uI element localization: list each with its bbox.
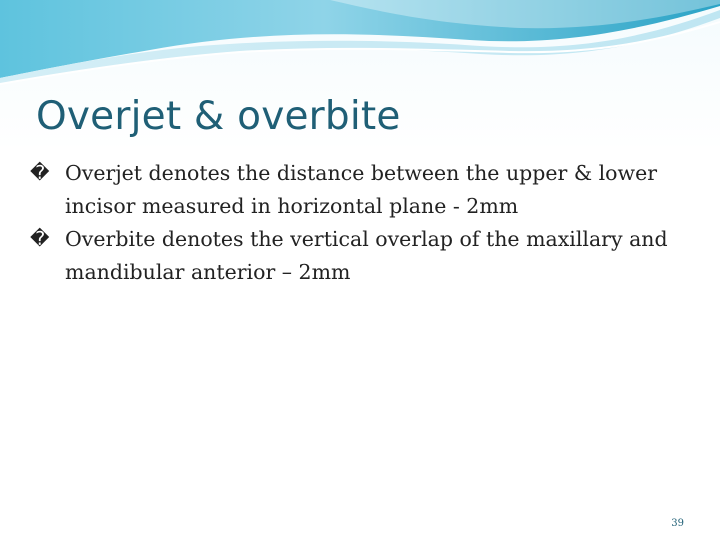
bullet-text-overbite: Overbite denotes the vertical overlap of the maxillary and mandibular anterior – 2mm [65, 227, 668, 284]
page-number: 39 [671, 518, 684, 529]
bullet-item-overbite [30, 223, 680, 289]
bullet-text-overjet: Overjet denotes the distance between the upper & lower incisor measured in horizontal plane - 2mm [65, 161, 657, 218]
bullet-marker-glyph: � [30, 228, 50, 250]
bullet-marker-glyph: � [30, 162, 50, 184]
slide-title: Overjet & overbite [36, 94, 401, 139]
bullet-list [30, 157, 680, 289]
bullet-item-overjet [30, 157, 680, 223]
header-wave-decoration [0, 0, 720, 90]
